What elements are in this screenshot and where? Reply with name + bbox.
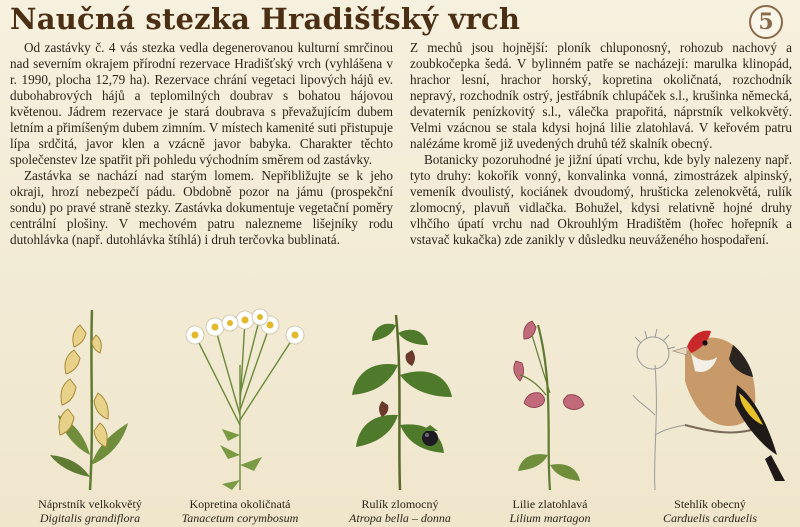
common-name: Kopretina okoličnatá [189, 497, 291, 511]
paragraph: Botanicky pozoruhodné je jižní úpatí vrchu, kde byly nalezeny např. tyto druhy: kokořík vonný, konvalinka vonná, zimostrázek alpinský, vemeník dvoulistý, kociánek dvoudomý, hrušticka zelenokvětá, rulík zlomocný, plavuň vidlačka. Bohužel, kdysi relativně hojné druhy vlhčího úpatí vrchu nad Okrouhlým Hradištěm (hořec hořepník a vstavač kukačka) zde zanikly v důsledku neuváženého hospodaření. [410, 152, 792, 247]
common-name: Lilie zlatohlavá [512, 497, 588, 511]
figure-caption [20, 497, 160, 525]
figure-foxglove [20, 305, 160, 527]
figure-caption [330, 497, 470, 525]
figure-caption [625, 497, 795, 525]
common-name: Rulík zlomocný [361, 497, 439, 511]
figure-belladonna [330, 305, 470, 527]
paragraph: Z mechů jsou hojnější: ploník chluponosný, rohozub nachový a zoubkočepka šedá. V bylinném patře se nacházejí: marulka klinopád, hrachor lesní, hrachor horský, kopretina okoličnatá, rozchodník nepravý, rozchodník ostrý, jestřábník chlupáček s.l., krušinka německá, devaterník penízkovitý s.l., válečka prapořitá, náprstník velkokvětý. Velmi vzácnou se stala kdysi hojná lilie zlatohlavá. V keřovém patru nalézáme kromě již uvedených druhů též skalník obecný. [410, 40, 792, 151]
right-text-column [410, 40, 792, 248]
common-name: Náprstník velkokvětý [38, 497, 142, 511]
latin-name: Lilium martagon [509, 511, 591, 525]
figure-caption [165, 497, 315, 525]
daisy-illustration-icon [165, 305, 315, 495]
figure-goldfinch [625, 305, 795, 527]
goldfinch-illustration-icon [625, 305, 795, 495]
figure-daisy [165, 305, 315, 527]
foxglove-illustration-icon [20, 305, 160, 495]
paragraph: Od zastávky č. 4 vás stezka vedla degenerovanou kulturní smrčinou nad severním okrajem přírodní rezervace Hradišťský vrch (vyhlášena v r. 1990, plocha 12,79 ha). Rezervace chrání vegetaci lipových hájů ev. dubohabrových hájů a teplomilných doubrav s bohatou hájovou květenou. Jádrem rezervace je stará doubrava s převažujícím dubem letním a přimíšeným dubem zimním. V místech kamenité suti přistupuje lípa srdčitá, javor klen a vzácně javor babyka. Charakter těchto společenstev lze spatřit při pohledu východním směrem od zastávky. [10, 40, 393, 167]
common-name: Stehlík obecný [674, 497, 746, 511]
figure-caption [480, 497, 620, 525]
left-text-column [10, 40, 393, 248]
belladonna-illustration-icon [330, 305, 470, 495]
page-title: Naučná stezka Hradišťský vrch [10, 2, 521, 36]
latin-name: Tanacetum corymbosum [181, 511, 299, 525]
latin-name: Atropa bella – donna [349, 511, 451, 525]
latin-name: Digitalis grandiflora [39, 511, 141, 525]
lily-illustration-icon [480, 305, 620, 495]
latin-name: Carduelis carduelis [662, 511, 758, 525]
stop-number-badge: 5 [749, 5, 783, 39]
paragraph: Zastávka se nachází nad starým lomem. Nepřibližujte se k jeho okraji, hrozí nebezpečí pádu. Obdobně pozor na jámu (prospekční sondu) po pravé straně stezky. Zastávka dokumentuje vegetační poměry centrální plošiny. V mechovém patru nalezneme lišejníky rodu dutohlávka (např. dutohlávka štíhlá) i druh terčovka bublinatá. [10, 168, 393, 247]
figure-lily [480, 305, 620, 527]
